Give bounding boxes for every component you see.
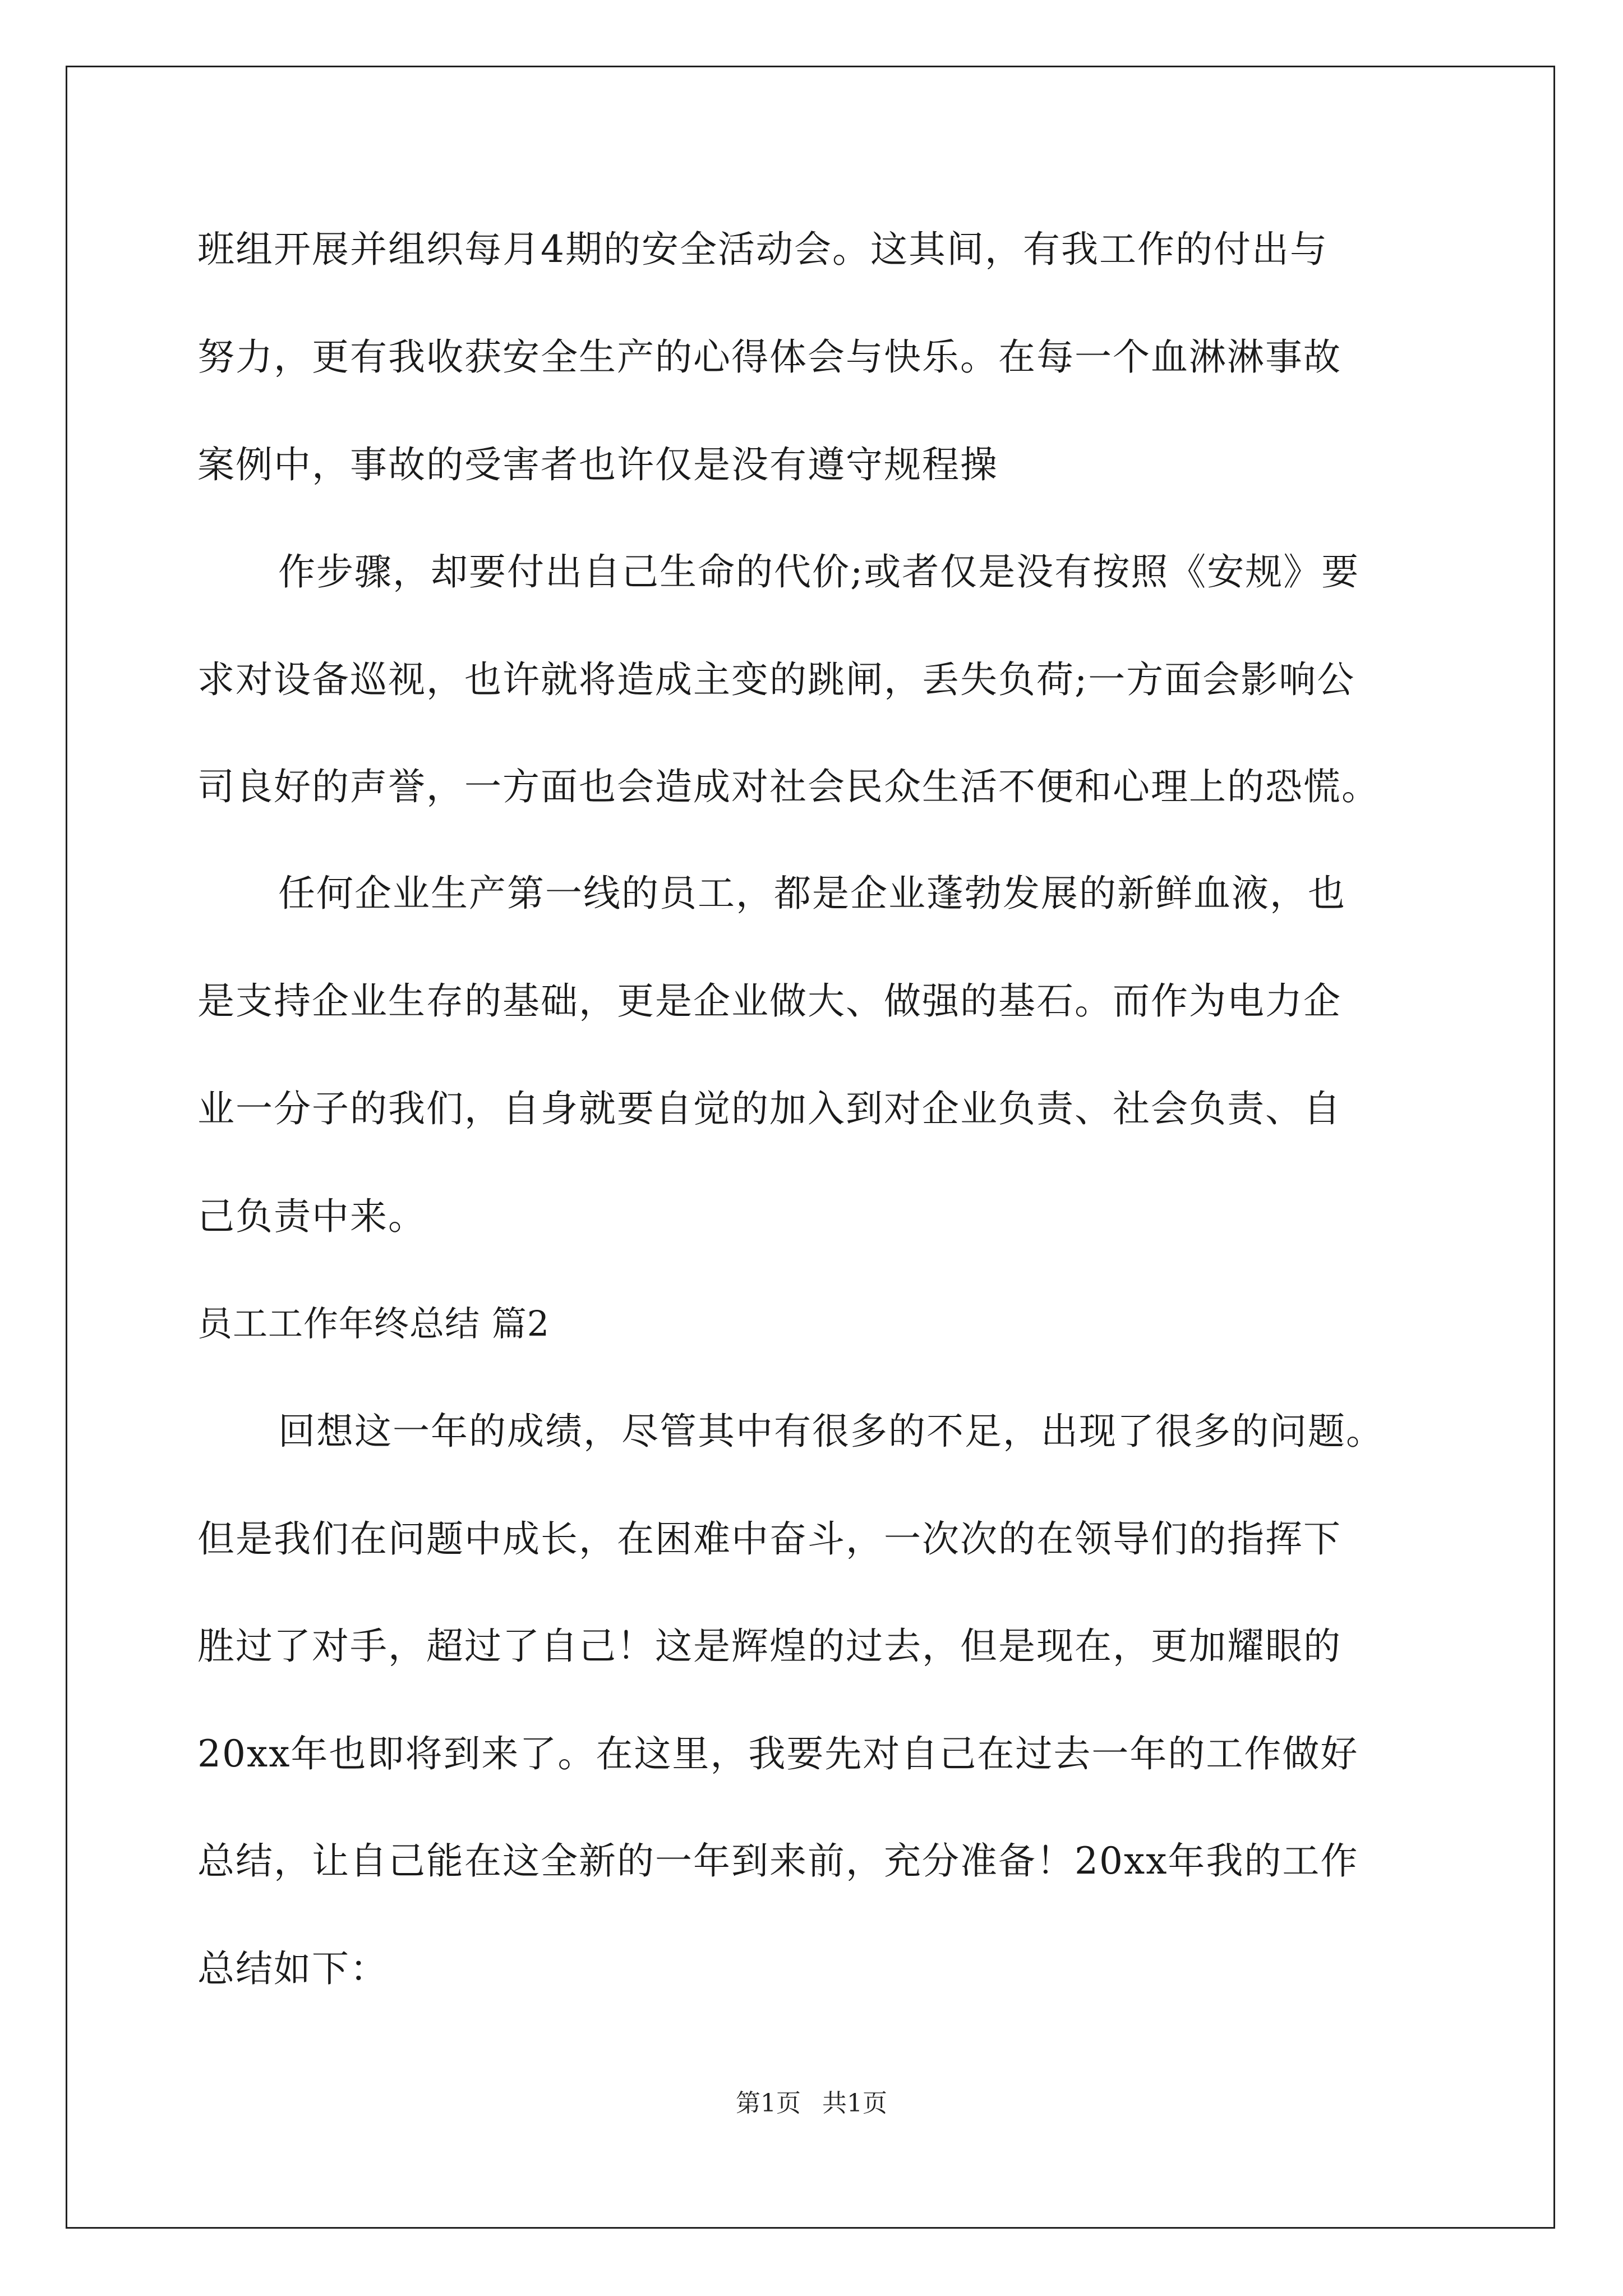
page-frame — [66, 66, 1555, 2229]
body-line: 己负责中来。 — [197, 1195, 426, 1238]
body-line: 司良好的声誉，一方面也会造成对社会民众生活不便和心理上的恐慌。 — [197, 765, 1380, 808]
body-line: 总结，让自己能在这全新的一年到来前，充分准备！20xx年我的工作 — [197, 1839, 1359, 1883]
body-line: 回想这一年的成绩，尽管其中有很多的不足，出现了很多的问题。 — [278, 1410, 1384, 1453]
body-line: 是支持企业生存的基础，更是企业做大、做强的基石。而作为电力企 — [197, 979, 1341, 1023]
body-line: 努力，更有我收获安全生产的心得体会与快乐。在每一个血淋淋事故 — [197, 335, 1341, 379]
body-line: 班组开展并组织每月4期的安全活动会。这其间，有我工作的付出与 — [197, 228, 1328, 271]
body-line: 胜过了对手，超过了自己！这是辉煌的过去，但是现在，更加耀眼的 — [197, 1625, 1341, 1668]
page-footer — [0, 2087, 1623, 2120]
body-line: 但是我们在问题中成长，在困难中奋斗，一次次的在领导们的指挥下 — [197, 1517, 1341, 1561]
page-number: 第1页 — [736, 2089, 801, 2118]
section-heading: 员工工作年终总结 篇2 — [197, 1303, 550, 1344]
body-line: 求对设备巡视，也许就将造成主变的跳闸，丢失负荷;一方面会影响公 — [197, 658, 1355, 701]
body-line: 案例中，事故的受害者也许仅是没有遵守规程操 — [197, 443, 998, 486]
body-line: 任何企业生产第一线的员工，都是企业蓬勃发展的新鲜血液，也 — [278, 872, 1346, 915]
page-total: 共1页 — [822, 2089, 887, 2118]
body-line: 业一分子的我们，自身就要自觉的加入到对企业负责、社会负责、自 — [197, 1087, 1341, 1130]
body-line: 总结如下： — [197, 1947, 388, 1990]
body-line: 20xx年也即将到来了。在这里，我要先对自己在过去一年的工作做好 — [197, 1732, 1359, 1775]
body-line: 作步骤，却要付出自己生命的代价;或者仅是没有按照《安规》要 — [278, 550, 1360, 593]
